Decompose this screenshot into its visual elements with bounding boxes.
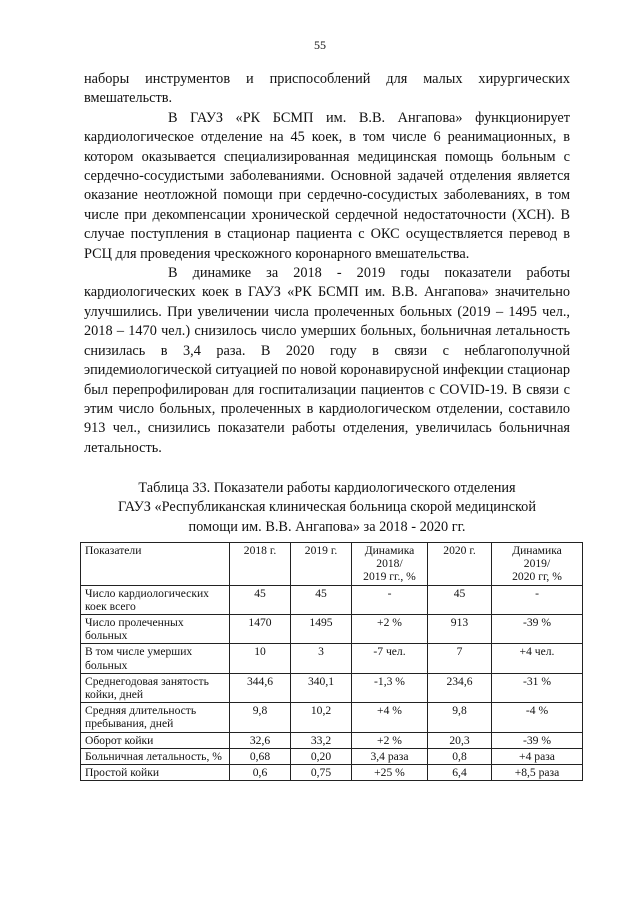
value-cell: +25 % xyxy=(352,765,428,781)
value-cell: +4 % xyxy=(352,703,428,732)
value-cell: 9,8 xyxy=(230,703,291,732)
table-header-line: Показатели xyxy=(85,544,142,557)
value-cell: 0,20 xyxy=(291,748,352,764)
indicator-name-cell: Число кардиологических коек всего xyxy=(81,585,230,614)
value-cell: +2 % xyxy=(352,732,428,748)
value-cell: 20,3 xyxy=(428,732,492,748)
value-cell: 3 xyxy=(291,644,352,673)
value-cell: 340,1 xyxy=(291,673,352,702)
indicator-name-cell: Простой койки xyxy=(81,765,230,781)
table-row xyxy=(81,644,583,673)
table-header-cell xyxy=(81,543,230,586)
value-cell: -1,3 % xyxy=(352,673,428,702)
value-cell: 1470 xyxy=(230,615,291,644)
value-cell: 344,6 xyxy=(230,673,291,702)
table-header-line: 2020 г. xyxy=(443,544,476,557)
value-cell: -7 чел. xyxy=(352,644,428,673)
value-cell: 6,4 xyxy=(428,765,492,781)
indicator-name-cell: Больничная летальность, % xyxy=(81,748,230,764)
table-row xyxy=(81,615,583,644)
value-cell: 0,75 xyxy=(291,765,352,781)
table-header-line: Динамика xyxy=(512,544,562,557)
table-header-line: 2019 г. xyxy=(304,544,338,557)
table-header-cell xyxy=(291,543,352,586)
page-number: 55 xyxy=(314,38,326,52)
table-header-cell xyxy=(492,543,583,586)
value-cell: -39 % xyxy=(492,732,583,748)
value-cell: 9,8 xyxy=(428,703,492,732)
table-header-line: Динамика xyxy=(364,544,415,557)
table-row xyxy=(81,765,583,781)
value-cell: +8,5 раза xyxy=(492,765,583,781)
value-cell: 32,6 xyxy=(230,732,291,748)
table-header-cell xyxy=(230,543,291,586)
value-cell: -31 % xyxy=(492,673,583,702)
value-cell: +2 % xyxy=(352,615,428,644)
value-cell: -39 % xyxy=(492,615,583,644)
paragraph-3: В динамике за 2018 - 2019 годы показатели работы кардиологических коек в ГАУЗ «РК БСМП им. В.В. Ангапова» значительно улучшились. При увеличении числа пролеченных больных (2019 – 1495 чел., 2018 – 1470 чел.) снизилось число умерших больных, больничная летальность снизилась в 3,4 раза. В 2020 году в связи с неблагополучной эпидемиологической ситуацией по новой коронавирусной инфекции стационар был перепрофилирован для госпитализации пациентов с COVID-19. В связи с этим число больных, пролеченных в кардиологическом отделении, составило 913 чел., снизились показатели работы отделения, увеличилась больничная летальность. xyxy=(84,265,570,456)
table-row xyxy=(81,748,583,764)
table-caption-line: помощи им. В.В. Ангапова» за 2018 - 2020 гг. xyxy=(188,518,466,535)
paragraph-1: наборы инструментов и приспособлений для малых хирургических вмешательств. xyxy=(84,71,570,107)
value-cell: 45 xyxy=(230,585,291,614)
indicator-name-cell: Среднегодовая занятость койки, дней xyxy=(81,673,230,702)
value-cell: 45 xyxy=(428,585,492,614)
table-header-line: 2019/ xyxy=(523,557,551,571)
table-header-line: 2019 гг., % xyxy=(363,570,416,584)
paragraph-2: В ГАУЗ «РК БСМП им. В.В. Ангапова» функционирует кардиологическое отделение на 45 коек, в том числе 6 реанимационных, в котором оказывается специализированная медицинская помощь больным с сердечно-сосудистыми заболеваниями. Основной задачей отделения является оказание неотложной помощи при сердечно-сосудистых заболеваниях, в том числе при декомпенсации хронической сердечной недостаточности (ХСН). В случае поступления в стационар пациента с ОКС осуществляется перевод в РСЦ для проведения чрескожного коронарного вмешательства. xyxy=(84,109,570,262)
value-cell: +4 раза xyxy=(492,748,583,764)
table-header-row xyxy=(81,543,583,586)
table-row xyxy=(81,703,583,732)
value-cell: 33,2 xyxy=(291,732,352,748)
value-cell: 0,68 xyxy=(230,748,291,764)
value-cell: 45 xyxy=(291,585,352,614)
table-row xyxy=(81,732,583,748)
table-row xyxy=(81,585,583,614)
value-cell: 0,8 xyxy=(428,748,492,764)
table-header-line: 2018 г. xyxy=(243,544,277,557)
table-header-cell xyxy=(352,543,428,586)
value-cell: - xyxy=(492,585,583,614)
value-cell: 1495 xyxy=(291,615,352,644)
value-cell: 0,6 xyxy=(230,765,291,781)
value-cell: 10,2 xyxy=(291,703,352,732)
value-cell: - xyxy=(352,585,428,614)
indicator-name-cell: Средняя длительность пребывания, дней xyxy=(81,703,230,732)
table-header-line: 2018/ xyxy=(376,557,403,571)
value-cell: 913 xyxy=(428,615,492,644)
table-row xyxy=(81,673,583,702)
value-cell: 10 xyxy=(230,644,291,673)
value-cell: 7 xyxy=(428,644,492,673)
indicator-name-cell: В том числе умерших больных xyxy=(81,644,230,673)
table-body xyxy=(81,585,583,781)
value-cell: -4 % xyxy=(492,703,583,732)
value-cell: 234,6 xyxy=(428,673,492,702)
table-header-cell xyxy=(428,543,492,586)
table-caption xyxy=(84,479,570,537)
table-caption-line: ГАУЗ «Республиканская клиническая больница скорой медицинской xyxy=(118,499,536,516)
table-header-line: 2020 гг, % xyxy=(512,570,562,584)
value-cell: +4 чел. xyxy=(492,644,583,673)
cardiology-indicators-table xyxy=(80,542,583,781)
body-text xyxy=(84,70,570,458)
table-caption-line: Таблица 33. Показатели работы кардиологического отделения xyxy=(138,480,516,496)
value-cell: 3,4 раза xyxy=(352,748,428,764)
indicator-name-cell: Оборот койки xyxy=(81,732,230,748)
indicator-name-cell: Число пролеченных больных xyxy=(81,615,230,644)
